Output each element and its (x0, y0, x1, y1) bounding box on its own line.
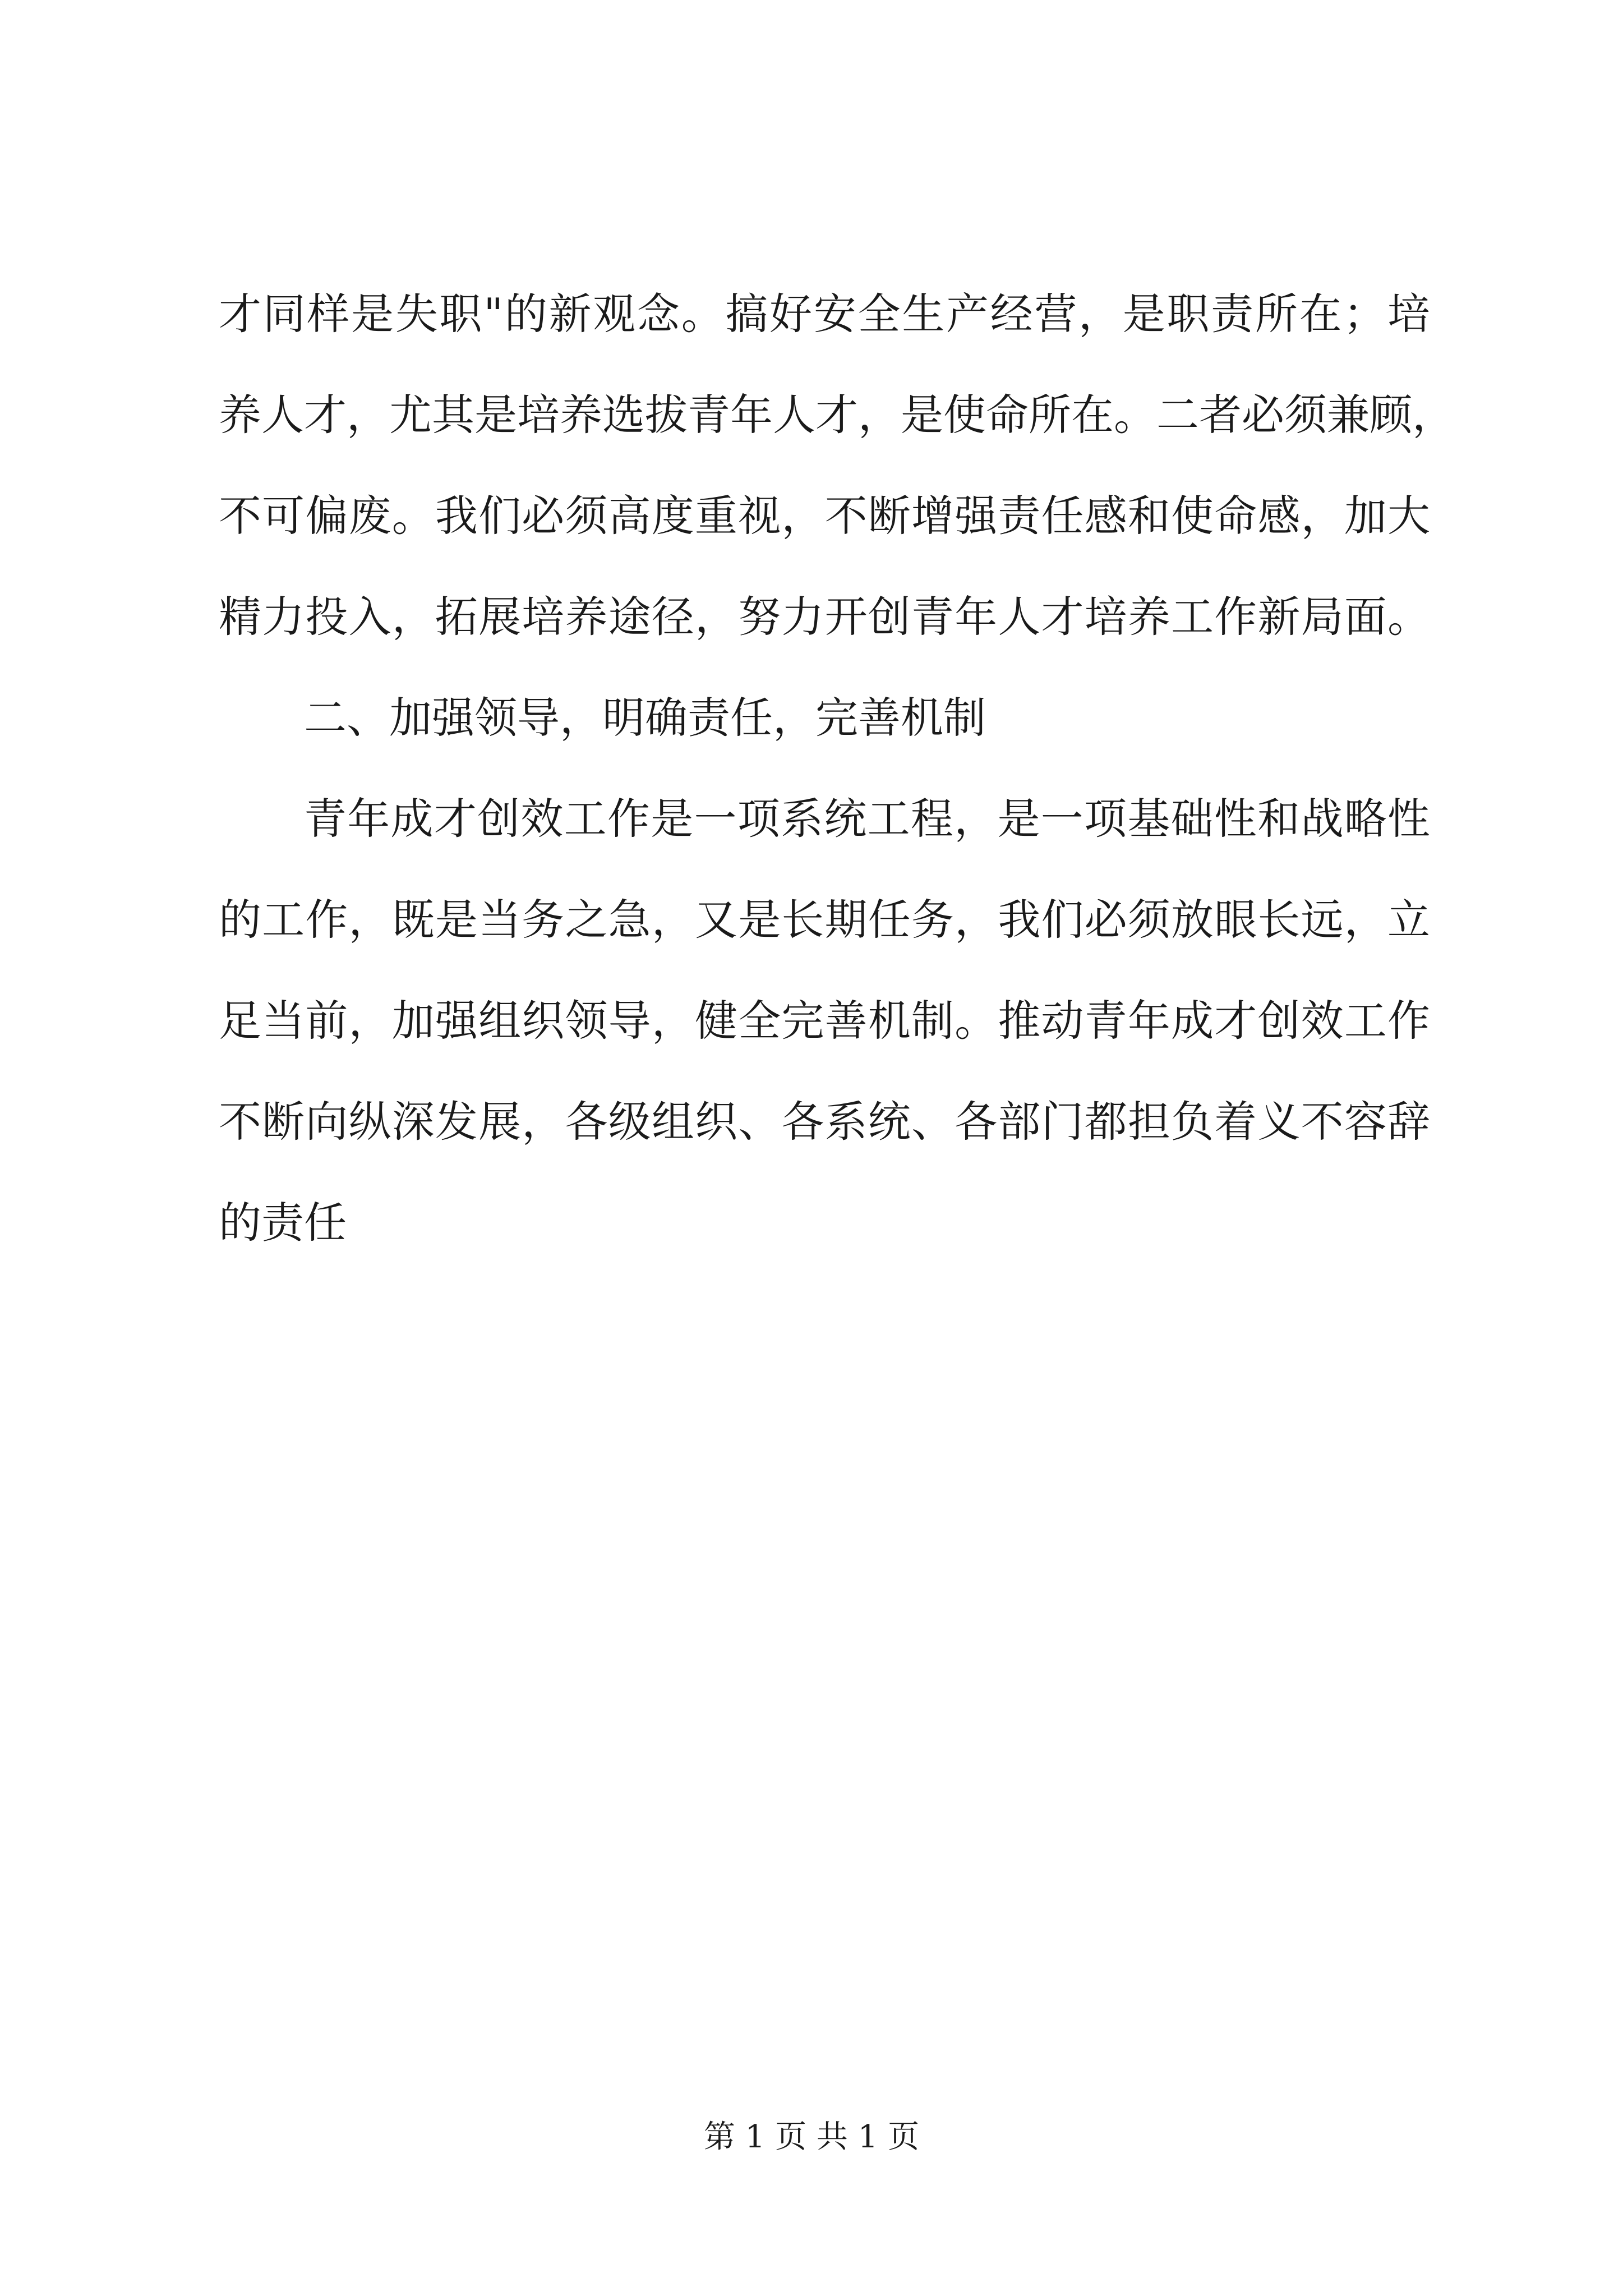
paragraph-line-3: 不可偏废。我们必须高度重视，不断增强责任感和使命感，加大 (219, 491, 1430, 541)
document-body (219, 264, 1455, 1273)
paragraph-line-9: 不断向纵深发展，各级组织、各系统、各部门都担负着义不容辞 (219, 1097, 1430, 1147)
paragraph-line-10: 的责任 (219, 1198, 347, 1248)
paragraph-line-7: 的工作，既是当务之急，又是长期任务，我们必须放眼长远，立 (219, 895, 1430, 945)
page-number-indicator: 第 1 页 共 1 页 (703, 2119, 920, 2155)
paragraph-line-8: 足当前，加强组织领导，健全完善机制。推动青年成才创效工作 (219, 996, 1430, 1046)
paragraph-line-2: 养人才，尤其是培养选拔青年人才，是使命所在。二者必须兼顾， (219, 390, 1455, 440)
section-heading: 二、加强领导，明确责任，完善机制 (304, 693, 986, 743)
page-footer (0, 2115, 1623, 2160)
paragraph-line-1: 才同样是失职"的新观念。搞好安全生产经营，是职责所在；培 (219, 289, 1430, 339)
paragraph-line-4: 精力投入，拓展培养途径，努力开创青年人才培养工作新局面。 (219, 592, 1430, 642)
paragraph-line-6: 青年成才创效工作是一项系统工程，是一项基础性和战略性 (304, 794, 1430, 844)
